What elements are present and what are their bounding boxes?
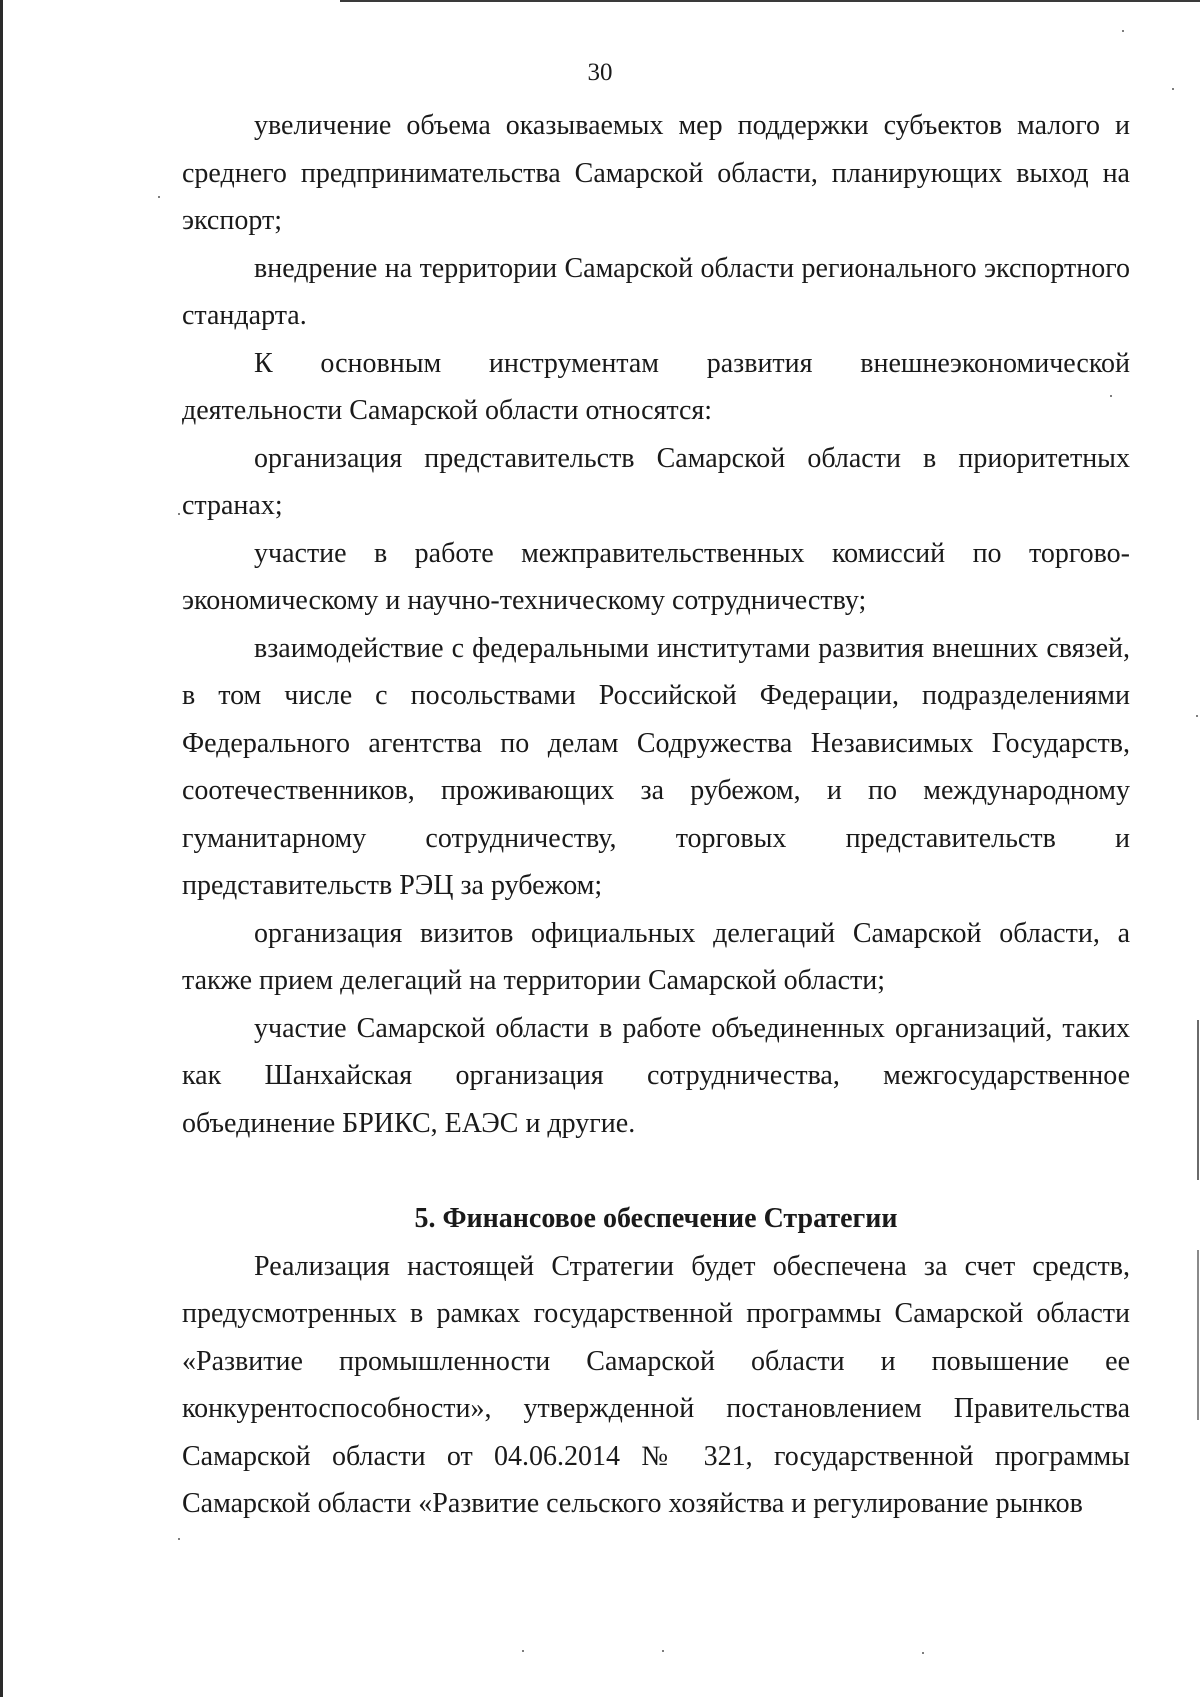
scan-border-top	[340, 0, 1200, 2]
scan-speck	[1122, 30, 1124, 32]
paragraph: К основным инструментам развития внешнеэкономической деятельности Самарской области относятся:	[182, 347, 1130, 426]
paragraph: участие Самарской области в работе объединенных организаций, таких как Шанхайская организация сотрудничества, межгосударственное объединение БРИКС, ЕАЭС и другие.	[182, 1012, 1130, 1139]
scan-speck	[178, 513, 180, 515]
paragraph: внедрение на территории Самарской области регионального экспортного стандарта.	[182, 252, 1130, 331]
scan-speck	[1172, 88, 1174, 90]
section-heading: 5. Финансовое обеспечение Стратегии	[414, 1203, 898, 1234]
scan-border-left	[0, 0, 3, 1697]
scan-speck	[522, 1650, 524, 1652]
paragraph: увеличение объема оказываемых мер поддержки субъектов малого и среднего предпринимательства Самарской области, планирующих выход на экспорт;	[182, 110, 1130, 236]
scan-border-right	[1197, 1250, 1199, 1420]
paragraph: организация представительств Самарской области в приоритетных странах;	[182, 442, 1130, 521]
scan-speck	[158, 196, 160, 198]
scan-border-right	[1197, 1020, 1199, 1180]
scan-speck	[662, 1650, 664, 1652]
paragraph: организация визитов официальных делегаций Самарской области, а также прием делегаций на территории Самарской области;	[182, 917, 1130, 996]
paragraph: Реализация настоящей Стратегии будет обеспечена за счет средств, предусмотренных в рамках государственной программы Самарской области «Развитие промышленности Самарской области и повышение ее конкурентоспособности», утвержденной постановлением Правительства Самарской области от 04.06.2014 № 321, государственной программы Самарской области «Развитие сельского хозяйства и регулирование рынков	[182, 1250, 1130, 1519]
page-number: 30	[587, 59, 613, 86]
paragraph: взаимодействие с федеральными институтами развития внешних связей, в том числе с посольствами Российской Федерации, подразделениями Федерального агентства по делам Содружества Независимых Государств, соотечественников, проживающих за рубежом, и по международному гуманитарному сотрудничеству, торговых представительств и представительств РЭЦ за рубежом;	[182, 632, 1130, 901]
paragraph: участие в работе межправительственных комиссий по торгово-экономическому и научно-техническому сотрудничеству;	[182, 537, 1130, 616]
document-body	[182, 102, 1130, 1528]
scan-speck	[178, 1538, 180, 1540]
scan-speck	[1196, 715, 1198, 717]
scan-speck	[922, 1652, 924, 1654]
